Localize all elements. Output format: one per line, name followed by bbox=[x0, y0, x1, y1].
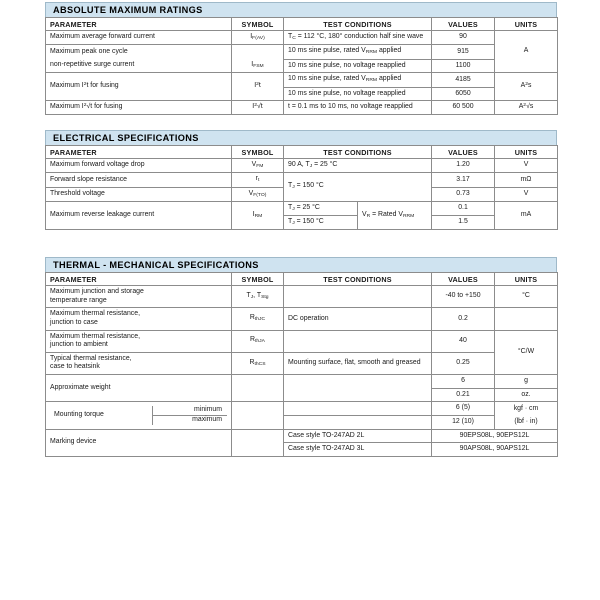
value-cell: 90EPS08L, 90EPS12L bbox=[432, 429, 558, 443]
value-cell: 915 bbox=[432, 45, 495, 59]
value-cell: 6 (5) bbox=[432, 402, 495, 416]
parameter-cell: Approximate weight bbox=[46, 375, 232, 402]
parameter-cell: Forward slope resistance bbox=[46, 173, 232, 187]
value-cell: 6 bbox=[432, 375, 495, 389]
unit-cell: °C bbox=[495, 286, 558, 308]
symbol-cell: $I^2√t$ bbox=[232, 101, 284, 115]
column-header-symbol: SYMBOL bbox=[232, 18, 284, 31]
column-header-units: UNITS bbox=[495, 18, 558, 31]
table-row bbox=[46, 330, 558, 352]
column-header-test-conditions: TEST CONDITIONS bbox=[284, 18, 432, 31]
symbol-cell: $I^2t$ bbox=[232, 73, 284, 101]
table-row bbox=[46, 73, 558, 87]
table-row bbox=[46, 308, 558, 330]
table-row bbox=[46, 429, 558, 443]
symbol-cell bbox=[232, 173, 284, 187]
condition-subscript: RRM bbox=[365, 78, 378, 84]
minmax-labels bbox=[152, 406, 227, 424]
parameter-cell bbox=[46, 59, 232, 73]
electrical-specifications-section bbox=[45, 130, 557, 230]
condition-text: T bbox=[288, 218, 293, 226]
table-row bbox=[46, 201, 558, 215]
symbol-cell bbox=[232, 402, 284, 429]
condition-text-2: = Rated V bbox=[370, 210, 403, 218]
parameter-line-2: junction to case bbox=[50, 318, 98, 326]
table-row bbox=[46, 59, 558, 73]
condition-text-2: = 25 °C bbox=[294, 203, 320, 211]
parameter-cell-with-minmax bbox=[46, 402, 232, 429]
value-cell: 4185 bbox=[432, 73, 495, 87]
parameter-label: Mounting torque bbox=[54, 411, 104, 419]
unit-cell: V bbox=[495, 187, 558, 201]
symbol-base: I bbox=[251, 61, 254, 69]
symbol-base: T bbox=[246, 291, 251, 299]
symbol-cell bbox=[232, 45, 284, 59]
symbol-cell bbox=[232, 31, 284, 45]
condition-text: T bbox=[288, 182, 293, 190]
test-condition-cell bbox=[284, 402, 432, 416]
parameter-cell bbox=[46, 308, 232, 330]
column-header-units: UNITS bbox=[495, 273, 558, 286]
column-header-values: VALUES bbox=[432, 273, 495, 286]
parameter-cell: Maximum reverse leakage current bbox=[46, 201, 232, 230]
condition-subscript: J bbox=[309, 164, 313, 170]
value-cell: 60 500 bbox=[432, 101, 495, 115]
unit-cell: °C/W bbox=[495, 330, 558, 375]
column-header-parameter: PARAMETER bbox=[46, 18, 232, 31]
column-header-units: UNITS bbox=[495, 146, 558, 159]
test-condition-cell bbox=[284, 330, 432, 352]
symbol-cell bbox=[232, 201, 284, 230]
test-condition-cell: t = 0.1 ms to 10 ms, no voltage reapplied bbox=[284, 101, 432, 115]
test-condition-cell-a bbox=[284, 201, 358, 215]
symbol-subscript: RM bbox=[254, 214, 263, 220]
parameter-line-1: Maximum thermal resistance, bbox=[50, 332, 140, 340]
symbol-subscript: thCS bbox=[254, 361, 266, 367]
value-cell: 40 bbox=[432, 330, 495, 352]
parameter-cell: Maximum $I^2t$ for fusing bbox=[46, 73, 232, 101]
column-header-parameter: PARAMETER bbox=[46, 273, 232, 286]
symbol-subscript: J bbox=[250, 295, 254, 301]
condition-subscript: J bbox=[292, 206, 295, 212]
value-cell: 0.73 bbox=[432, 187, 495, 201]
symbol-subscript: thJC bbox=[254, 317, 266, 323]
value-cell: 3.17 bbox=[432, 173, 495, 187]
symbol-subscript-2: Stg bbox=[261, 295, 269, 301]
test-condition-cell: Case style TO-247AD 3L bbox=[284, 443, 432, 457]
parameter-line-2: non-repetitive surge current bbox=[50, 61, 135, 69]
column-header-values: VALUES bbox=[432, 18, 495, 31]
test-condition-cell-shared bbox=[358, 201, 432, 230]
symbol-base: I bbox=[250, 33, 253, 40]
table-header-row bbox=[46, 146, 558, 159]
value-cell: 0.2 bbox=[432, 308, 495, 330]
table-header-row bbox=[46, 18, 558, 31]
table-header-row bbox=[46, 273, 558, 286]
value-cell: 1.5 bbox=[432, 216, 495, 230]
value-cell: -40 to +150 bbox=[432, 286, 495, 308]
condition-subscript: RRM bbox=[365, 50, 378, 56]
table-row bbox=[46, 352, 558, 374]
value-cell: 12 (10) bbox=[432, 415, 495, 429]
unit-cell: V bbox=[495, 159, 558, 173]
section-title-thermal-mechanical-specifications: THERMAL - MECHANICAL SPECIFICATIONS bbox=[45, 257, 557, 272]
table-row bbox=[46, 159, 558, 173]
parameter-line-1: Maximum thermal resistance, bbox=[50, 310, 140, 318]
symbol-subscript: F(TO) bbox=[253, 192, 267, 198]
section-title-absolute-maximum-ratings: ABSOLUTE MAXIMUM RATINGS bbox=[45, 2, 557, 17]
test-condition-cell: Mounting surface, flat, smooth and greased bbox=[284, 352, 432, 374]
symbol-cell bbox=[232, 59, 284, 73]
condition-subscript: J bbox=[292, 221, 295, 227]
value-cell: 90APS08L, 90APS12L bbox=[432, 443, 558, 457]
symbol-subscript: F(AV) bbox=[252, 36, 265, 42]
absolute-maximum-ratings-table bbox=[45, 17, 558, 115]
condition-text: 10 ms sine pulse, rated V bbox=[288, 75, 366, 83]
unit-cell bbox=[495, 308, 558, 330]
column-header-parameter: PARAMETER bbox=[46, 146, 232, 159]
symbol-cell bbox=[232, 330, 284, 352]
symbol-base: R bbox=[249, 314, 255, 322]
test-condition-cell bbox=[284, 173, 432, 202]
test-condition-cell-b bbox=[284, 216, 358, 230]
condition-text-2: = 150 °C bbox=[294, 218, 324, 226]
symbol-cell bbox=[232, 286, 284, 308]
test-condition-cell bbox=[284, 375, 432, 402]
condition-text-2: applied bbox=[377, 75, 402, 83]
column-header-test-conditions: TEST CONDITIONS bbox=[284, 146, 432, 159]
test-condition-cell bbox=[284, 286, 432, 308]
table-row bbox=[46, 101, 558, 115]
test-condition-cell bbox=[284, 45, 432, 59]
parameter-cell: Threshold voltage bbox=[46, 187, 232, 201]
condition-text: 10 ms sine pulse, rated V bbox=[288, 47, 366, 55]
condition-text: = 112 °C, 180° conduction half sine wave bbox=[295, 33, 424, 40]
parameter-cell: Marking device bbox=[46, 429, 232, 456]
condition-symbol: T bbox=[288, 33, 293, 40]
symbol-cell bbox=[232, 352, 284, 374]
test-condition-cell: Case style TO-247AD 2L bbox=[284, 429, 432, 443]
minimum-label: minimum bbox=[194, 406, 222, 414]
electrical-specifications-table bbox=[45, 145, 558, 230]
unit-cell: $A^2√s$ bbox=[495, 101, 558, 115]
parameter-cell: Maximum $I^2√t$ for fusing bbox=[46, 101, 232, 115]
symbol-base: I bbox=[252, 210, 255, 218]
symbol-subscript: thJA bbox=[255, 339, 265, 345]
symbol-cell bbox=[232, 187, 284, 201]
test-condition-cell bbox=[284, 31, 432, 45]
unit-cell: mA bbox=[495, 201, 558, 230]
condition-text-2: applied bbox=[377, 47, 402, 55]
unit-cell: A bbox=[495, 31, 558, 73]
unit-cell: g bbox=[495, 375, 558, 389]
symbol-base: V bbox=[251, 161, 257, 168]
parameter-cell bbox=[46, 330, 232, 352]
absolute-maximum-ratings-section bbox=[45, 2, 557, 115]
parameter-cell: Maximum forward voltage drop bbox=[46, 159, 232, 173]
parameter-cell: Maximum average forward current bbox=[46, 31, 232, 45]
symbol-cell bbox=[232, 308, 284, 330]
value-cell: 0.25 bbox=[432, 352, 495, 374]
condition-subscript-2: RRM bbox=[402, 214, 415, 220]
unit-cell: oz. bbox=[495, 388, 558, 402]
parameter-line-2: temperature range bbox=[50, 296, 107, 304]
symbol-cell bbox=[232, 159, 284, 173]
symbol-subscript: FM bbox=[256, 164, 264, 170]
value-cell: 90 bbox=[432, 31, 495, 45]
condition-subscript: C bbox=[292, 36, 296, 42]
test-condition-cell bbox=[284, 159, 432, 173]
value-cell: 0.21 bbox=[432, 388, 495, 402]
condition-text: 90 A, T bbox=[288, 161, 310, 168]
value-cell: 6050 bbox=[432, 87, 495, 101]
symbol-base: r bbox=[255, 175, 258, 183]
test-condition-cell: 10 ms sine pulse, no voltage reapplied bbox=[284, 59, 432, 73]
table-row bbox=[46, 31, 558, 45]
parameter-line-2: case to heatsink bbox=[50, 363, 100, 371]
symbol-subscript: t bbox=[257, 178, 260, 184]
unit-cell: kgf · cm bbox=[495, 402, 558, 416]
condition-text-2: = 150 °C bbox=[294, 182, 324, 190]
value-cell: 0.1 bbox=[432, 201, 495, 215]
test-condition-cell bbox=[284, 73, 432, 87]
test-condition-cell: DC operation bbox=[284, 308, 432, 330]
condition-text: V bbox=[362, 210, 367, 218]
parameter-cell bbox=[46, 286, 232, 308]
value-cell: 1100 bbox=[432, 59, 495, 73]
test-condition-cell bbox=[284, 415, 432, 429]
maximum-label: maximum bbox=[153, 415, 227, 425]
unit-cell: $A^2s$ bbox=[495, 73, 558, 101]
column-header-symbol: SYMBOL bbox=[232, 146, 284, 159]
parameter-line-1: Maximum peak one cycle bbox=[50, 47, 128, 55]
symbol-cell bbox=[232, 375, 284, 402]
condition-text-2: = 25 °C bbox=[312, 161, 338, 168]
parameter-line-2: junction to ambient bbox=[50, 341, 108, 349]
symbol-subscript: FSM bbox=[253, 64, 264, 70]
condition-subscript: R bbox=[366, 214, 371, 220]
symbol-base: R bbox=[249, 358, 255, 366]
table-row bbox=[46, 45, 558, 59]
test-condition-cell: 10 ms sine pulse, no voltage reapplied bbox=[284, 87, 432, 101]
parameter-line-1: Maximum junction and storage bbox=[50, 288, 144, 295]
table-row bbox=[46, 173, 558, 187]
symbol-cell bbox=[232, 429, 284, 456]
table-row bbox=[46, 402, 558, 416]
column-header-test-conditions: TEST CONDITIONS bbox=[284, 273, 432, 286]
unit-cell: (lbf · in) bbox=[495, 415, 558, 429]
column-header-symbol: SYMBOL bbox=[232, 273, 284, 286]
column-header-values: VALUES bbox=[432, 146, 495, 159]
symbol-base: V bbox=[248, 189, 254, 197]
parameter-cell bbox=[46, 45, 232, 59]
parameter-cell bbox=[46, 352, 232, 374]
condition-text: T bbox=[288, 203, 293, 211]
table-row bbox=[46, 375, 558, 389]
thermal-mechanical-specifications-table bbox=[45, 272, 558, 457]
condition-subscript: J bbox=[292, 185, 295, 191]
table-row bbox=[46, 286, 558, 308]
unit-cell: mΩ bbox=[495, 173, 558, 187]
parameter-line-1: Typical thermal resistance, bbox=[50, 354, 132, 362]
thermal-mechanical-specifications-section bbox=[45, 257, 557, 457]
value-cell: 1.20 bbox=[432, 159, 495, 173]
section-title-electrical-specifications: ELECTRICAL SPECIFICATIONS bbox=[45, 130, 557, 145]
symbol-base-2: , T bbox=[253, 291, 262, 299]
symbol-base: R bbox=[250, 336, 256, 344]
